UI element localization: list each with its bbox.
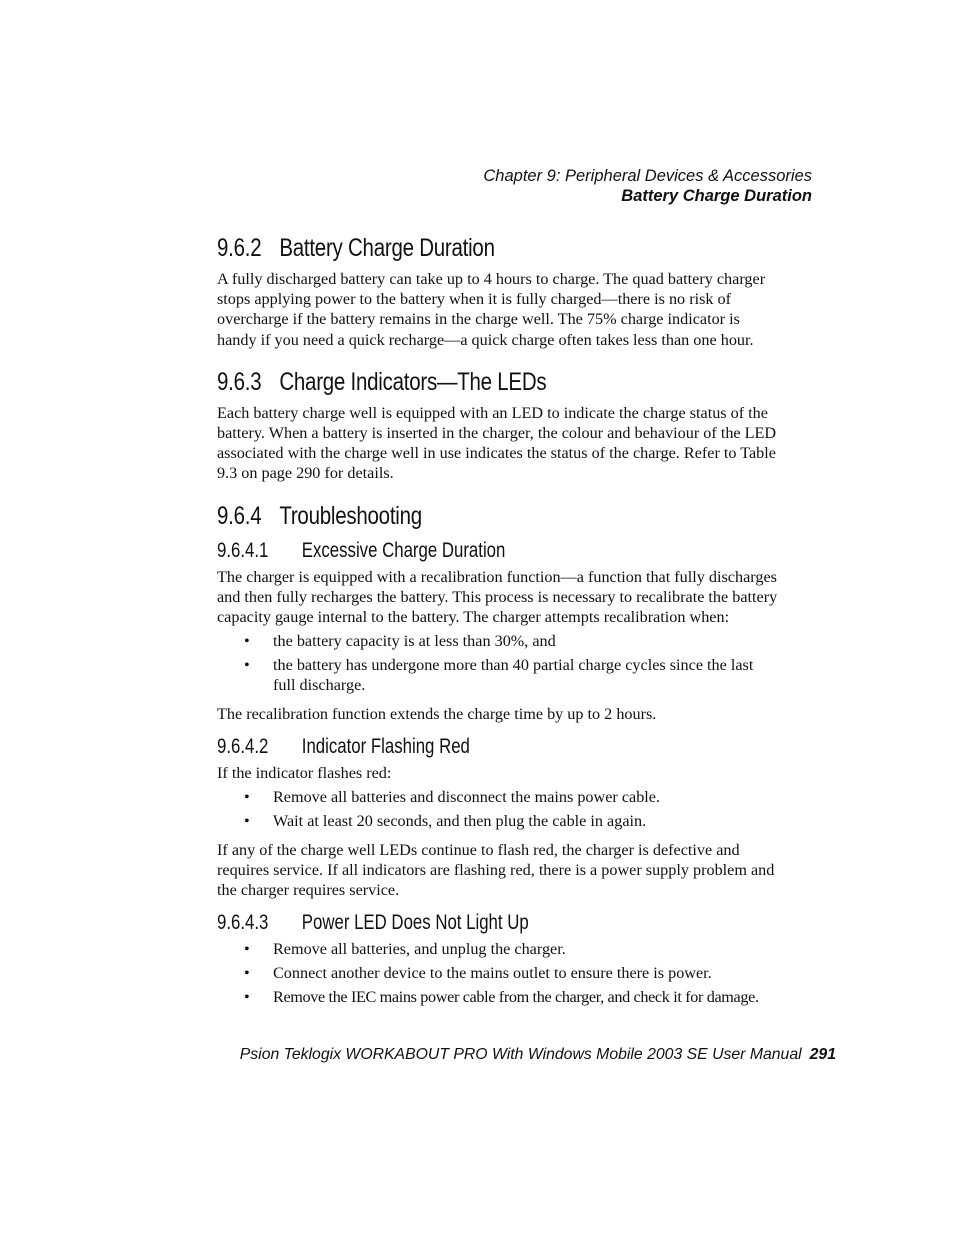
heading-number: 9.6.3 (217, 367, 262, 396)
list-item: • Remove all batteries, and unplug the charger. (244, 940, 566, 959)
list-item: • Wait at least 20 seconds, and then plug the cable in again. (244, 811, 647, 830)
bullet-icon: • (244, 987, 250, 1006)
bullet-icon: • (244, 632, 250, 651)
list-item: • Remove the IEC mains power cable from the charger, and check it for damage. (244, 987, 759, 1006)
running-header (483, 166, 812, 206)
bullet-list-flashing-red (217, 787, 779, 831)
heading-text: Troubleshooting (279, 501, 422, 530)
heading-9-6-4-3 (217, 909, 667, 937)
bullet-icon: • (244, 788, 250, 807)
list-item: • Remove all batteries and disconnect the mains power cable. (244, 788, 661, 807)
page-number: 291 (809, 1046, 836, 1063)
paragraph-recalibration-outro: The recalibration function extends the charge time by up to 2 hours. (217, 704, 657, 723)
paragraph-recalibration-intro: The charger is equipped with a recalibration function—a function that fully discharges and then fully recharges the battery. This process is necessary to recalibrate the battery capacity gauge internal to the battery. The charger attempts recalibration when: (217, 567, 778, 627)
heading-9-6-2 (217, 230, 678, 266)
page-footer (240, 1046, 836, 1064)
heading-9-6-3 (217, 364, 678, 400)
heading-text: Indicator Flashing Red (301, 735, 470, 759)
heading-number: 9.6.2 (217, 234, 262, 262)
paragraph-flashing-red-intro: If the indicator flashes red: (217, 764, 392, 783)
chapter-title: Chapter 9: Peripheral Devices & Accessories (483, 167, 812, 185)
section-title: Battery Charge Duration (621, 187, 812, 205)
heading-number: 9.6.4.3 (217, 911, 269, 935)
heading-text: Battery Charge Duration (279, 234, 495, 262)
bullet-icon: • (244, 811, 250, 830)
heading-number: 9.6.4.1 (217, 538, 269, 562)
heading-number: 9.6.4.2 (217, 735, 269, 759)
list-item: • the battery capacity is at less than 30%, and (244, 632, 556, 651)
paragraph-battery-charge-duration: A fully discharged battery can take up to 4 hours to charge. The quad battery charger stops applying power to the battery when it is fully charged—there is no risk of overcharge if the battery remains in the charge well. The 75% charge indicator is handy if you need a quick recharge—a quick charge often takes less than one hour. (217, 270, 766, 349)
heading-9-6-4-2 (217, 733, 667, 761)
bullet-icon: • (244, 940, 250, 959)
heading-text: Power LED Does Not Light Up (301, 911, 529, 935)
manual-title: Psion Teklogix WORKABOUT PRO With Windows Mobile 2003 SE User Manual (239, 1046, 802, 1063)
heading-9-6-4-1 (217, 537, 667, 565)
paragraph-charge-indicators: Each battery charge well is equipped with an LED to indicate the charge status of the battery. When a battery is inserted in the charger, the colour and behaviour of the LED associated with the charge well in use indicates the status of the charge. Refer to Table 9.3 on page 290 for details. (217, 403, 777, 483)
list-item: • the battery has undergone more than 40 partial charge cycles since the last full discharge. (244, 655, 754, 695)
bullet-list-recalibration (217, 631, 779, 695)
list-item: • Connect another device to the mains outlet to ensure there is power. (244, 963, 712, 982)
heading-text: Excessive Charge Duration (301, 538, 506, 562)
bullet-icon: • (244, 963, 250, 982)
heading-text: Charge Indicators—The LEDs (279, 367, 547, 396)
paragraph-flashing-red-outro: If any of the charge well LEDs continue to flash red, the charger is defective and requires service. If all indicators are flashing red, there is a power supply problem and the charger requires service. (217, 840, 775, 900)
page-content (217, 230, 779, 1010)
bullet-icon: • (244, 655, 250, 674)
heading-number: 9.6.4 (217, 501, 262, 530)
heading-9-6-4 (217, 498, 678, 534)
bullet-list-power-led (217, 939, 779, 1007)
